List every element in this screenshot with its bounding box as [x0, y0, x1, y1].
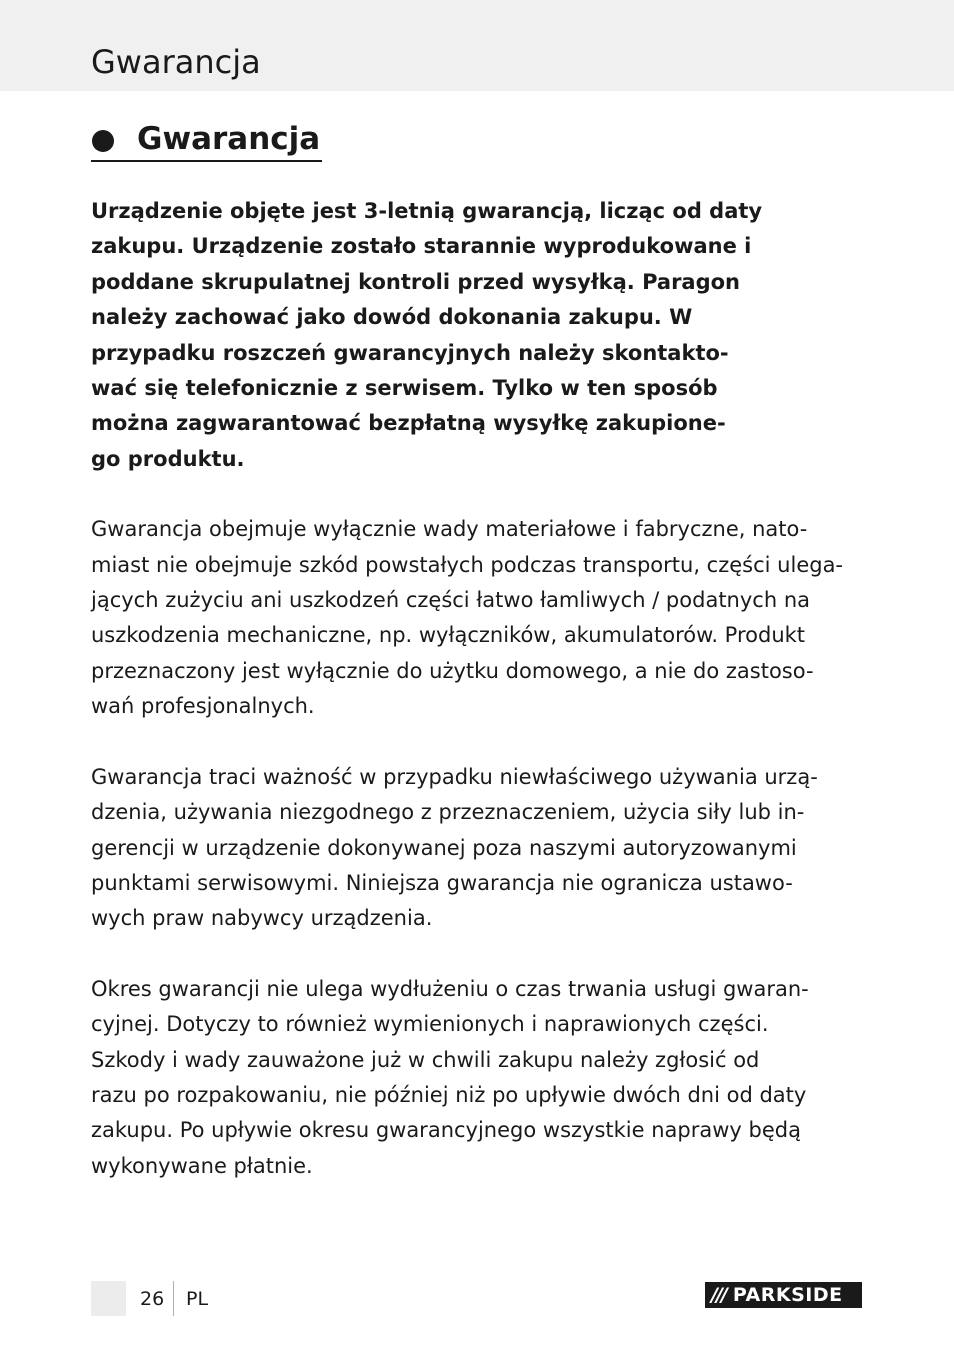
- paragraph-voiding: [91, 760, 871, 937]
- page-number: 26: [140, 1288, 165, 1310]
- footer-marker: [91, 1281, 126, 1316]
- paragraph-intro: [91, 194, 871, 477]
- text-line: uszkodzenia mechaniczne, np. wyłączników, akumulatorów. Produkt: [91, 623, 806, 648]
- text-line: wykonywane płatnie.: [91, 1153, 313, 1178]
- text-line: przeznaczony jest wyłącznie do użytku domowego, a nie do zastoso-: [91, 658, 814, 683]
- body-text: [91, 194, 871, 1219]
- running-title: Gwarancja: [91, 43, 261, 81]
- text-line: gerencji w urządzenie dokonywanej poza naszymi autoryzowanymi: [91, 835, 797, 860]
- text-line: go produktu.: [91, 446, 245, 471]
- text-line: Urządzenie objęte jest 3-letnią gwarancją, licząc od daty: [91, 199, 763, 223]
- bullet-icon: [92, 130, 114, 152]
- text-line: Gwarancja obejmuje wyłącznie wady materiałowe i fabryczne, nato-: [91, 517, 808, 542]
- text-line: poddane skrupulatnej kontroli przed wysyłką. Paragon: [91, 269, 741, 294]
- text-line: wań profesjonalnych.: [91, 694, 315, 719]
- section-title: Gwarancja: [137, 121, 321, 157]
- text-line: wać się telefonicznie z serwisem. Tylko w ten sposób: [91, 376, 718, 401]
- brand-logo: [705, 1282, 862, 1308]
- text-line: zakupu. Urządzenie zostało starannie wyprodukowane i: [91, 234, 752, 259]
- section-heading: [91, 118, 322, 162]
- text-line: zakupu. Po upływie okresu gwarancyjnego wszystkie naprawy będą: [91, 1118, 801, 1143]
- text-line: wych praw nabywcy urządzenia.: [91, 906, 433, 931]
- footer-divider: [173, 1281, 174, 1316]
- text-line: przypadku roszczeń gwarancyjnych należy skontakto-: [91, 340, 729, 365]
- language-code: PL: [186, 1288, 209, 1310]
- text-line: Okres gwarancji nie ulega wydłużeniu o czas trwania usługi gwaran-: [91, 976, 809, 1001]
- text-line: Szkody i wady zauważone już w chwili zakupu należy zgłosić od: [91, 1047, 760, 1072]
- brand-name: PARKSIDE: [732, 1284, 843, 1306]
- paragraph-coverage: [91, 512, 871, 724]
- text-line: dzenia, używania niezgodnego z przeznaczeniem, użycia siły lub in-: [91, 800, 805, 825]
- text-line: miast nie obejmuje szkód powstałych podczas transportu, części ulega-: [91, 552, 844, 577]
- text-line: jących zużyciu ani uszkodzeń części łatwo łamliwych / podatnych na: [91, 588, 810, 613]
- text-line: należy zachować jako dowód dokonania zakupu. W: [91, 305, 693, 330]
- text-line: razu po rozpakowaniu, nie później niż po upływie dwóch dni od daty: [91, 1082, 807, 1107]
- brand-slashes-icon: ///: [711, 1284, 726, 1306]
- text-line: punktami serwisowymi. Niniejsza gwarancja nie ogranicza ustawo-: [91, 870, 793, 895]
- paragraph-period: [91, 972, 871, 1184]
- text-line: można zagwarantować bezpłatną wysyłkę zakupione-: [91, 411, 726, 436]
- text-line: cyjnej. Dotyczy to również wymienionych i naprawionych części.: [91, 1012, 769, 1037]
- text-line: Gwarancja traci ważność w przypadku niewłaściwego używania urzą-: [91, 764, 818, 789]
